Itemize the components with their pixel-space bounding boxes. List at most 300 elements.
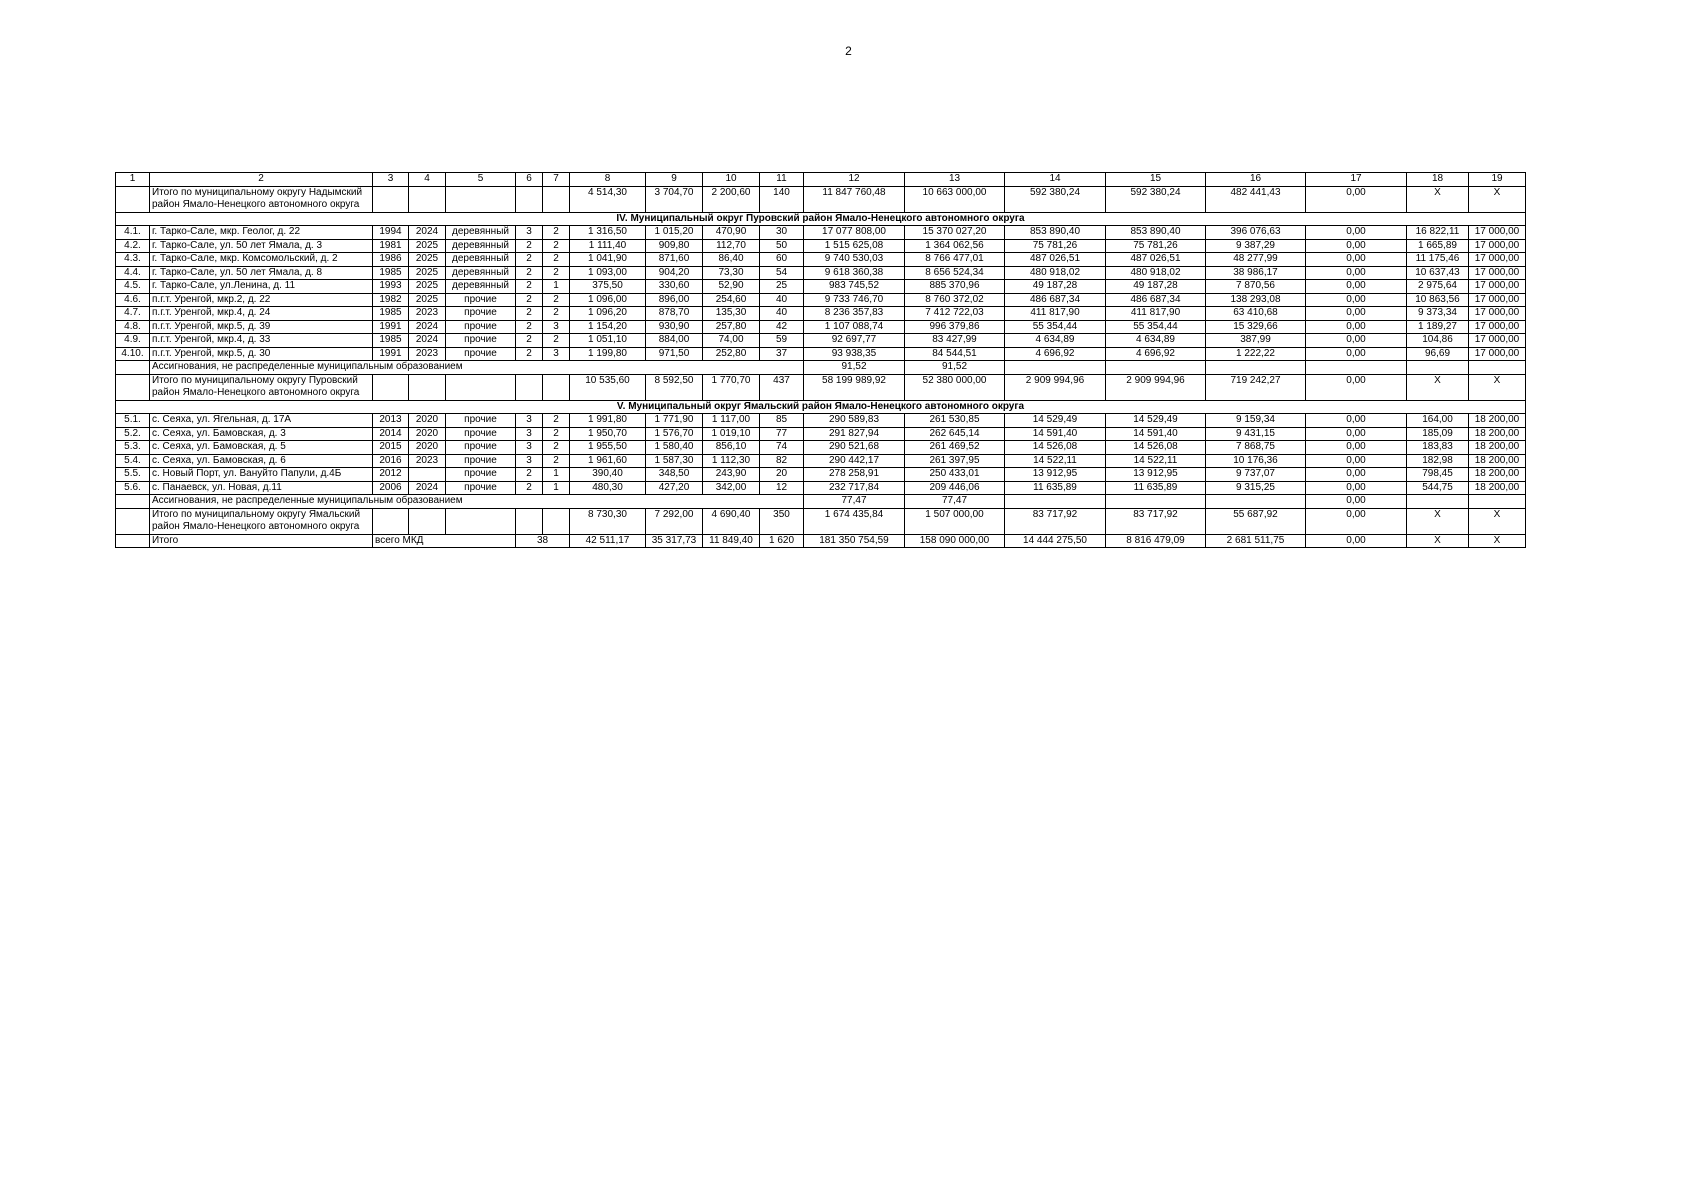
table-cell: 1 364 062,56 (905, 239, 1005, 253)
table-cell: 17 000,00 (1469, 239, 1526, 253)
table-cell: 1985 (373, 334, 409, 348)
table-cell: 9 618 360,38 (804, 266, 905, 280)
table-cell: 1 587,30 (646, 454, 703, 468)
table-cell: 2 (543, 427, 570, 441)
total-value: X (1407, 186, 1469, 212)
table-cell: 909,80 (646, 239, 703, 253)
table-cell: 2 (516, 481, 543, 495)
unallocated-row (116, 361, 1526, 375)
table-cell: 9 740 530,03 (804, 253, 905, 267)
mkd-label: всего МКД (373, 534, 516, 548)
table-cell: 52,90 (703, 280, 760, 294)
table-cell: прочие (446, 307, 516, 321)
total-value: X (1469, 374, 1526, 400)
grand-total-row (116, 534, 1526, 548)
table-cell: с. Новый Порт, ул. Вануйто Папули, д.4Б (150, 468, 373, 482)
table-cell: 2 (516, 307, 543, 321)
table-cell: 3 (516, 441, 543, 455)
table-cell: 0,00 (1306, 226, 1407, 240)
grand-total-value: 158 090 000,00 (905, 534, 1005, 548)
empty-cell (373, 186, 409, 212)
table-cell: п.г.т. Уренгой, мкр.5, д. 39 (150, 320, 373, 334)
table-cell: прочие (446, 468, 516, 482)
table-cell: 38 986,17 (1206, 266, 1306, 280)
table-row (116, 454, 1526, 468)
table-cell: 1 (543, 280, 570, 294)
table-cell: 930,90 (646, 320, 703, 334)
grand-total-value: 8 816 479,09 (1106, 534, 1206, 548)
table-cell: прочие (446, 320, 516, 334)
table-cell: 232 717,84 (804, 481, 905, 495)
table-cell: п.г.т. Уренгой, мкр.5, д. 30 (150, 347, 373, 361)
column-header: 15 (1106, 173, 1206, 187)
table-cell: 7 412 722,03 (905, 307, 1005, 321)
table-cell: 0,00 (1306, 293, 1407, 307)
housing-table-wrap (115, 172, 1525, 548)
total-value: X (1469, 508, 1526, 534)
table-cell: 2012 (373, 468, 409, 482)
table-cell: 135,30 (703, 307, 760, 321)
table-cell: 1 580,40 (646, 441, 703, 455)
table-cell: 74 (760, 441, 804, 455)
table-cell: 17 000,00 (1469, 253, 1526, 267)
total-value: 4 690,40 (703, 508, 760, 534)
table-cell: 7 870,56 (1206, 280, 1306, 294)
table-cell: 85 (760, 414, 804, 428)
total-value: 8 592,50 (646, 374, 703, 400)
table-cell: 486 687,34 (1005, 293, 1106, 307)
table-row (116, 226, 1526, 240)
nadym-total-row (116, 186, 1526, 212)
table-cell: 0,00 (1306, 253, 1407, 267)
table-cell: 4.3. (116, 253, 150, 267)
table-cell: 96,69 (1407, 347, 1469, 361)
table-cell: 185,09 (1407, 427, 1469, 441)
table-cell: 1985 (373, 266, 409, 280)
table-cell: 17 000,00 (1469, 293, 1526, 307)
table-cell: деревянный (446, 239, 516, 253)
table-cell: 4.7. (116, 307, 150, 321)
total-value: 3 704,70 (646, 186, 703, 212)
unallocated-value: 77,47 (804, 495, 905, 509)
table-cell: 3 (516, 454, 543, 468)
table-cell: 1 112,30 (703, 454, 760, 468)
table-cell: 2025 (409, 280, 446, 294)
table-cell: 18 200,00 (1469, 468, 1526, 482)
empty-cell (116, 186, 150, 212)
grand-total-value: 35 317,73 (646, 534, 703, 548)
table-cell: 2025 (409, 293, 446, 307)
table-cell: 290 589,83 (804, 414, 905, 428)
table-cell: 1991 (373, 347, 409, 361)
table-cell: 290 521,68 (804, 441, 905, 455)
table-cell: 1993 (373, 280, 409, 294)
table-cell: 1 111,40 (570, 239, 646, 253)
table-cell: 871,60 (646, 253, 703, 267)
table-cell: 17 000,00 (1469, 307, 1526, 321)
empty-cell (1005, 495, 1106, 509)
table-cell: 2014 (373, 427, 409, 441)
total-value: 592 380,24 (1106, 186, 1206, 212)
total-value: 1 507 000,00 (905, 508, 1005, 534)
table-cell: 1 316,50 (570, 226, 646, 240)
empty-cell (1005, 361, 1106, 375)
table-cell: 487 026,51 (1005, 253, 1106, 267)
table-cell: 49 187,28 (1106, 280, 1206, 294)
table-cell: 4.5. (116, 280, 150, 294)
table-row (116, 441, 1526, 455)
table-cell: 1 515 625,08 (804, 239, 905, 253)
table-cell: 544,75 (1407, 481, 1469, 495)
table-cell: 17 077 808,00 (804, 226, 905, 240)
table-cell: 2 (516, 253, 543, 267)
table-cell: 2024 (409, 320, 446, 334)
table-cell: 10 176,36 (1206, 454, 1306, 468)
table-cell: 4 634,89 (1005, 334, 1106, 348)
table-cell: 2016 (373, 454, 409, 468)
table-cell: 77 (760, 427, 804, 441)
table-cell: 4.1. (116, 226, 150, 240)
column-header: 6 (516, 173, 543, 187)
total-value: 719 242,27 (1206, 374, 1306, 400)
total-value: 8 730,30 (570, 508, 646, 534)
table-cell: с. Панаевск, ул. Новая, д.11 (150, 481, 373, 495)
table-cell: 2 (543, 266, 570, 280)
column-header: 14 (1005, 173, 1106, 187)
table-cell: 411 817,90 (1005, 307, 1106, 321)
grand-total-value: 0,00 (1306, 534, 1407, 548)
table-cell: п.г.т. Уренгой, мкр.4, д. 24 (150, 307, 373, 321)
table-cell: 9 431,15 (1206, 427, 1306, 441)
table-cell: 2023 (409, 347, 446, 361)
table-cell: г. Тарко-Сале, ул.Ленина, д. 11 (150, 280, 373, 294)
table-cell: прочие (446, 427, 516, 441)
table-cell: 411 817,90 (1106, 307, 1206, 321)
table-cell: 14 591,40 (1106, 427, 1206, 441)
table-cell: 1 189,27 (1407, 320, 1469, 334)
table-cell: прочие (446, 454, 516, 468)
table-cell: 480 918,02 (1106, 266, 1206, 280)
table-cell: 4.9. (116, 334, 150, 348)
table-cell: 7 868,75 (1206, 441, 1306, 455)
table-cell: 1 665,89 (1407, 239, 1469, 253)
table-cell: деревянный (446, 226, 516, 240)
table-row (116, 414, 1526, 428)
table-cell: 396 076,63 (1206, 226, 1306, 240)
column-header: 11 (760, 173, 804, 187)
table-cell: 2024 (409, 481, 446, 495)
table-cell: 73,30 (703, 266, 760, 280)
table-cell: 14 591,40 (1005, 427, 1106, 441)
table-cell: 4.10. (116, 347, 150, 361)
table-cell: 1 117,00 (703, 414, 760, 428)
table-cell: 9 373,34 (1407, 307, 1469, 321)
grand-total-label: Итого (150, 534, 373, 548)
header-row (116, 173, 1526, 187)
grand-total-value: 11 849,40 (703, 534, 760, 548)
table-cell: 138 293,08 (1206, 293, 1306, 307)
table-cell: 5.3. (116, 441, 150, 455)
table-cell: деревянный (446, 266, 516, 280)
table-cell: 3 (516, 414, 543, 428)
table-cell: с. Сеяха, ул. Бамовская, д. 6 (150, 454, 373, 468)
table-cell: 2020 (409, 414, 446, 428)
empty-cell (543, 508, 570, 534)
table-cell: 17 000,00 (1469, 334, 1526, 348)
table-cell: 5.4. (116, 454, 150, 468)
table-cell: 2 (516, 239, 543, 253)
table-cell: 427,20 (646, 481, 703, 495)
table-cell: 9 733 746,70 (804, 293, 905, 307)
table-cell: 0,00 (1306, 468, 1407, 482)
table-cell: г. Тарко-Сале, ул. 50 лет Ямала, д. 3 (150, 239, 373, 253)
table-cell: 348,50 (646, 468, 703, 482)
table-cell: 54 (760, 266, 804, 280)
table-cell: 0,00 (1306, 280, 1407, 294)
mkd-count: 38 (516, 534, 570, 548)
table-cell: 3 (516, 427, 543, 441)
table-row (116, 293, 1526, 307)
unallocated-row (116, 495, 1526, 509)
total-value: 482 441,43 (1206, 186, 1306, 212)
table-cell: 2 (516, 468, 543, 482)
table-cell: 37 (760, 347, 804, 361)
table-cell: 2 (516, 266, 543, 280)
table-cell: 60 (760, 253, 804, 267)
table-cell: 3 (543, 320, 570, 334)
empty-cell (516, 508, 543, 534)
table-cell: 2020 (409, 441, 446, 455)
column-header: 19 (1469, 173, 1526, 187)
table-cell: 17 000,00 (1469, 266, 1526, 280)
table-cell: 983 745,52 (804, 280, 905, 294)
empty-cell (116, 495, 150, 509)
table-cell: 55 354,44 (1106, 320, 1206, 334)
total-value: 10 535,60 (570, 374, 646, 400)
table-cell: 4.2. (116, 239, 150, 253)
table-cell: 2 (543, 414, 570, 428)
table-cell: 480,30 (570, 481, 646, 495)
table-cell: 2 (516, 347, 543, 361)
table-cell: 104,86 (1407, 334, 1469, 348)
total-value: 0,00 (1306, 374, 1407, 400)
table-cell: 1 107 088,74 (804, 320, 905, 334)
table-cell: 14 529,49 (1106, 414, 1206, 428)
table-cell: 2025 (409, 266, 446, 280)
table-cell: 49 187,28 (1005, 280, 1106, 294)
table-cell: 1986 (373, 253, 409, 267)
empty-cell (409, 508, 446, 534)
column-header: 13 (905, 173, 1005, 187)
table-cell: 5.5. (116, 468, 150, 482)
empty-cell (516, 186, 543, 212)
table-cell: 93 938,35 (804, 347, 905, 361)
table-row (116, 239, 1526, 253)
table-cell: 2 (543, 226, 570, 240)
empty-cell (1206, 495, 1306, 509)
table-cell: 2024 (409, 226, 446, 240)
table-cell: 18 200,00 (1469, 427, 1526, 441)
table-cell: 261 397,95 (905, 454, 1005, 468)
table-cell: 15 329,66 (1206, 320, 1306, 334)
table-cell: 885 370,96 (905, 280, 1005, 294)
table-cell: 342,00 (703, 481, 760, 495)
table-row (116, 347, 1526, 361)
table-cell: 11 635,89 (1106, 481, 1206, 495)
table-cell: 884,00 (646, 334, 703, 348)
table-cell: 18 200,00 (1469, 441, 1526, 455)
table-cell: 55 354,44 (1005, 320, 1106, 334)
table-cell: 2 (543, 454, 570, 468)
table-cell: 74,00 (703, 334, 760, 348)
total-value: 140 (760, 186, 804, 212)
table-cell: 17 000,00 (1469, 280, 1526, 294)
table-cell: 25 (760, 280, 804, 294)
table-cell: прочие (446, 334, 516, 348)
table-cell: 904,20 (646, 266, 703, 280)
total-value: X (1469, 186, 1526, 212)
table-cell: 11 175,46 (1407, 253, 1469, 267)
table-cell: 2013 (373, 414, 409, 428)
total-value: 437 (760, 374, 804, 400)
housing-table (115, 172, 1526, 548)
table-cell: прочие (446, 293, 516, 307)
total-value: 0,00 (1306, 508, 1407, 534)
table-cell: 2025 (409, 239, 446, 253)
table-row (116, 481, 1526, 495)
table-cell: 0,00 (1306, 347, 1407, 361)
table-cell: 75 781,26 (1005, 239, 1106, 253)
table-cell: 9 737,07 (1206, 468, 1306, 482)
table-cell: 18 200,00 (1469, 454, 1526, 468)
table-cell: 0,00 (1306, 266, 1407, 280)
table-cell: 5.1. (116, 414, 150, 428)
empty-cell (116, 534, 150, 548)
table-cell: г. Тарко-Сале, ул. 50 лет Ямала, д. 8 (150, 266, 373, 280)
table-cell: 2 (516, 293, 543, 307)
table-cell: 1 (543, 468, 570, 482)
table-cell: 798,45 (1407, 468, 1469, 482)
table-cell: 1 771,90 (646, 414, 703, 428)
unallocated-label: Ассигнования, не распределенные муниципальным образованием (150, 495, 804, 509)
table-cell: 254,60 (703, 293, 760, 307)
grand-total-value: X (1469, 534, 1526, 548)
table-cell: 1 096,00 (570, 293, 646, 307)
column-header: 9 (646, 173, 703, 187)
table-cell: 2023 (409, 454, 446, 468)
table-cell: 390,40 (570, 468, 646, 482)
table-cell: 257,80 (703, 320, 760, 334)
column-header: 2 (150, 173, 373, 187)
empty-cell (1407, 361, 1469, 375)
page-number: 2 (845, 44, 852, 58)
table-cell: 8 760 372,02 (905, 293, 1005, 307)
table-cell: 1 955,50 (570, 441, 646, 455)
table-cell: 896,00 (646, 293, 703, 307)
total-value: 4 514,30 (570, 186, 646, 212)
table-cell: 2024 (409, 334, 446, 348)
table-cell: прочие (446, 481, 516, 495)
table-cell: 2015 (373, 441, 409, 455)
unallocated-value: 0,00 (1306, 495, 1407, 509)
table-cell: 9 387,29 (1206, 239, 1306, 253)
table-cell: 250 433,01 (905, 468, 1005, 482)
table-row (116, 468, 1526, 482)
table-cell: 2 (516, 320, 543, 334)
table-cell: 2 (543, 239, 570, 253)
table-cell: с. Сеяха, ул. Бамовская, д. 5 (150, 441, 373, 455)
empty-cell (1407, 495, 1469, 509)
section-title: IV. Муниципальный округ Пуровский район Ямало-Ненецкого автономного округа (116, 212, 1526, 226)
total-value: 83 717,92 (1005, 508, 1106, 534)
section-title-row (116, 212, 1526, 226)
table-cell: 4 696,92 (1106, 347, 1206, 361)
table-cell: 1 154,20 (570, 320, 646, 334)
table-cell: 48 277,99 (1206, 253, 1306, 267)
table-cell: 2 (543, 253, 570, 267)
table-cell: 10 863,56 (1407, 293, 1469, 307)
total-value: 58 199 989,92 (804, 374, 905, 400)
table-cell: 0,00 (1306, 320, 1407, 334)
table-cell: 14 526,08 (1005, 441, 1106, 455)
table-cell: 63 410,68 (1206, 307, 1306, 321)
table-cell: 1994 (373, 226, 409, 240)
table-cell: 3 (543, 347, 570, 361)
total-value: 2 909 994,96 (1005, 374, 1106, 400)
empty-cell (1469, 495, 1526, 509)
empty-cell (1106, 495, 1206, 509)
total-value: 10 663 000,00 (905, 186, 1005, 212)
table-cell: 1 991,80 (570, 414, 646, 428)
table-cell: 16 822,11 (1407, 226, 1469, 240)
table-cell: 2023 (409, 307, 446, 321)
table-cell: 17 000,00 (1469, 347, 1526, 361)
table-cell: 1 (543, 481, 570, 495)
table-cell: 86,40 (703, 253, 760, 267)
table-cell: 1 961,60 (570, 454, 646, 468)
total-value: 55 687,92 (1206, 508, 1306, 534)
table-cell: прочие (446, 347, 516, 361)
table-cell: 14 526,08 (1106, 441, 1206, 455)
table-cell: 4 696,92 (1005, 347, 1106, 361)
unallocated-value: 77,47 (905, 495, 1005, 509)
table-cell: 20 (760, 468, 804, 482)
table-cell: 1 199,80 (570, 347, 646, 361)
total-value: 83 717,92 (1106, 508, 1206, 534)
empty-cell (409, 186, 446, 212)
table-cell: 2 (543, 441, 570, 455)
table-cell: 40 (760, 293, 804, 307)
table-row (116, 253, 1526, 267)
empty-cell (543, 374, 570, 400)
table-cell: 1991 (373, 320, 409, 334)
table-cell: 8 656 524,34 (905, 266, 1005, 280)
column-header: 3 (373, 173, 409, 187)
table-cell: 278 258,91 (804, 468, 905, 482)
table-row (116, 280, 1526, 294)
table-cell: 486 687,34 (1106, 293, 1206, 307)
column-header: 10 (703, 173, 760, 187)
empty-cell (516, 374, 543, 400)
total-value: 1 770,70 (703, 374, 760, 400)
table-cell: 1 096,20 (570, 307, 646, 321)
empty-cell (116, 361, 150, 375)
purovsky-total-row (116, 374, 1526, 400)
table-row (116, 320, 1526, 334)
table-cell: 3 (516, 226, 543, 240)
empty-cell (446, 508, 516, 534)
table-cell: 14 529,49 (1005, 414, 1106, 428)
